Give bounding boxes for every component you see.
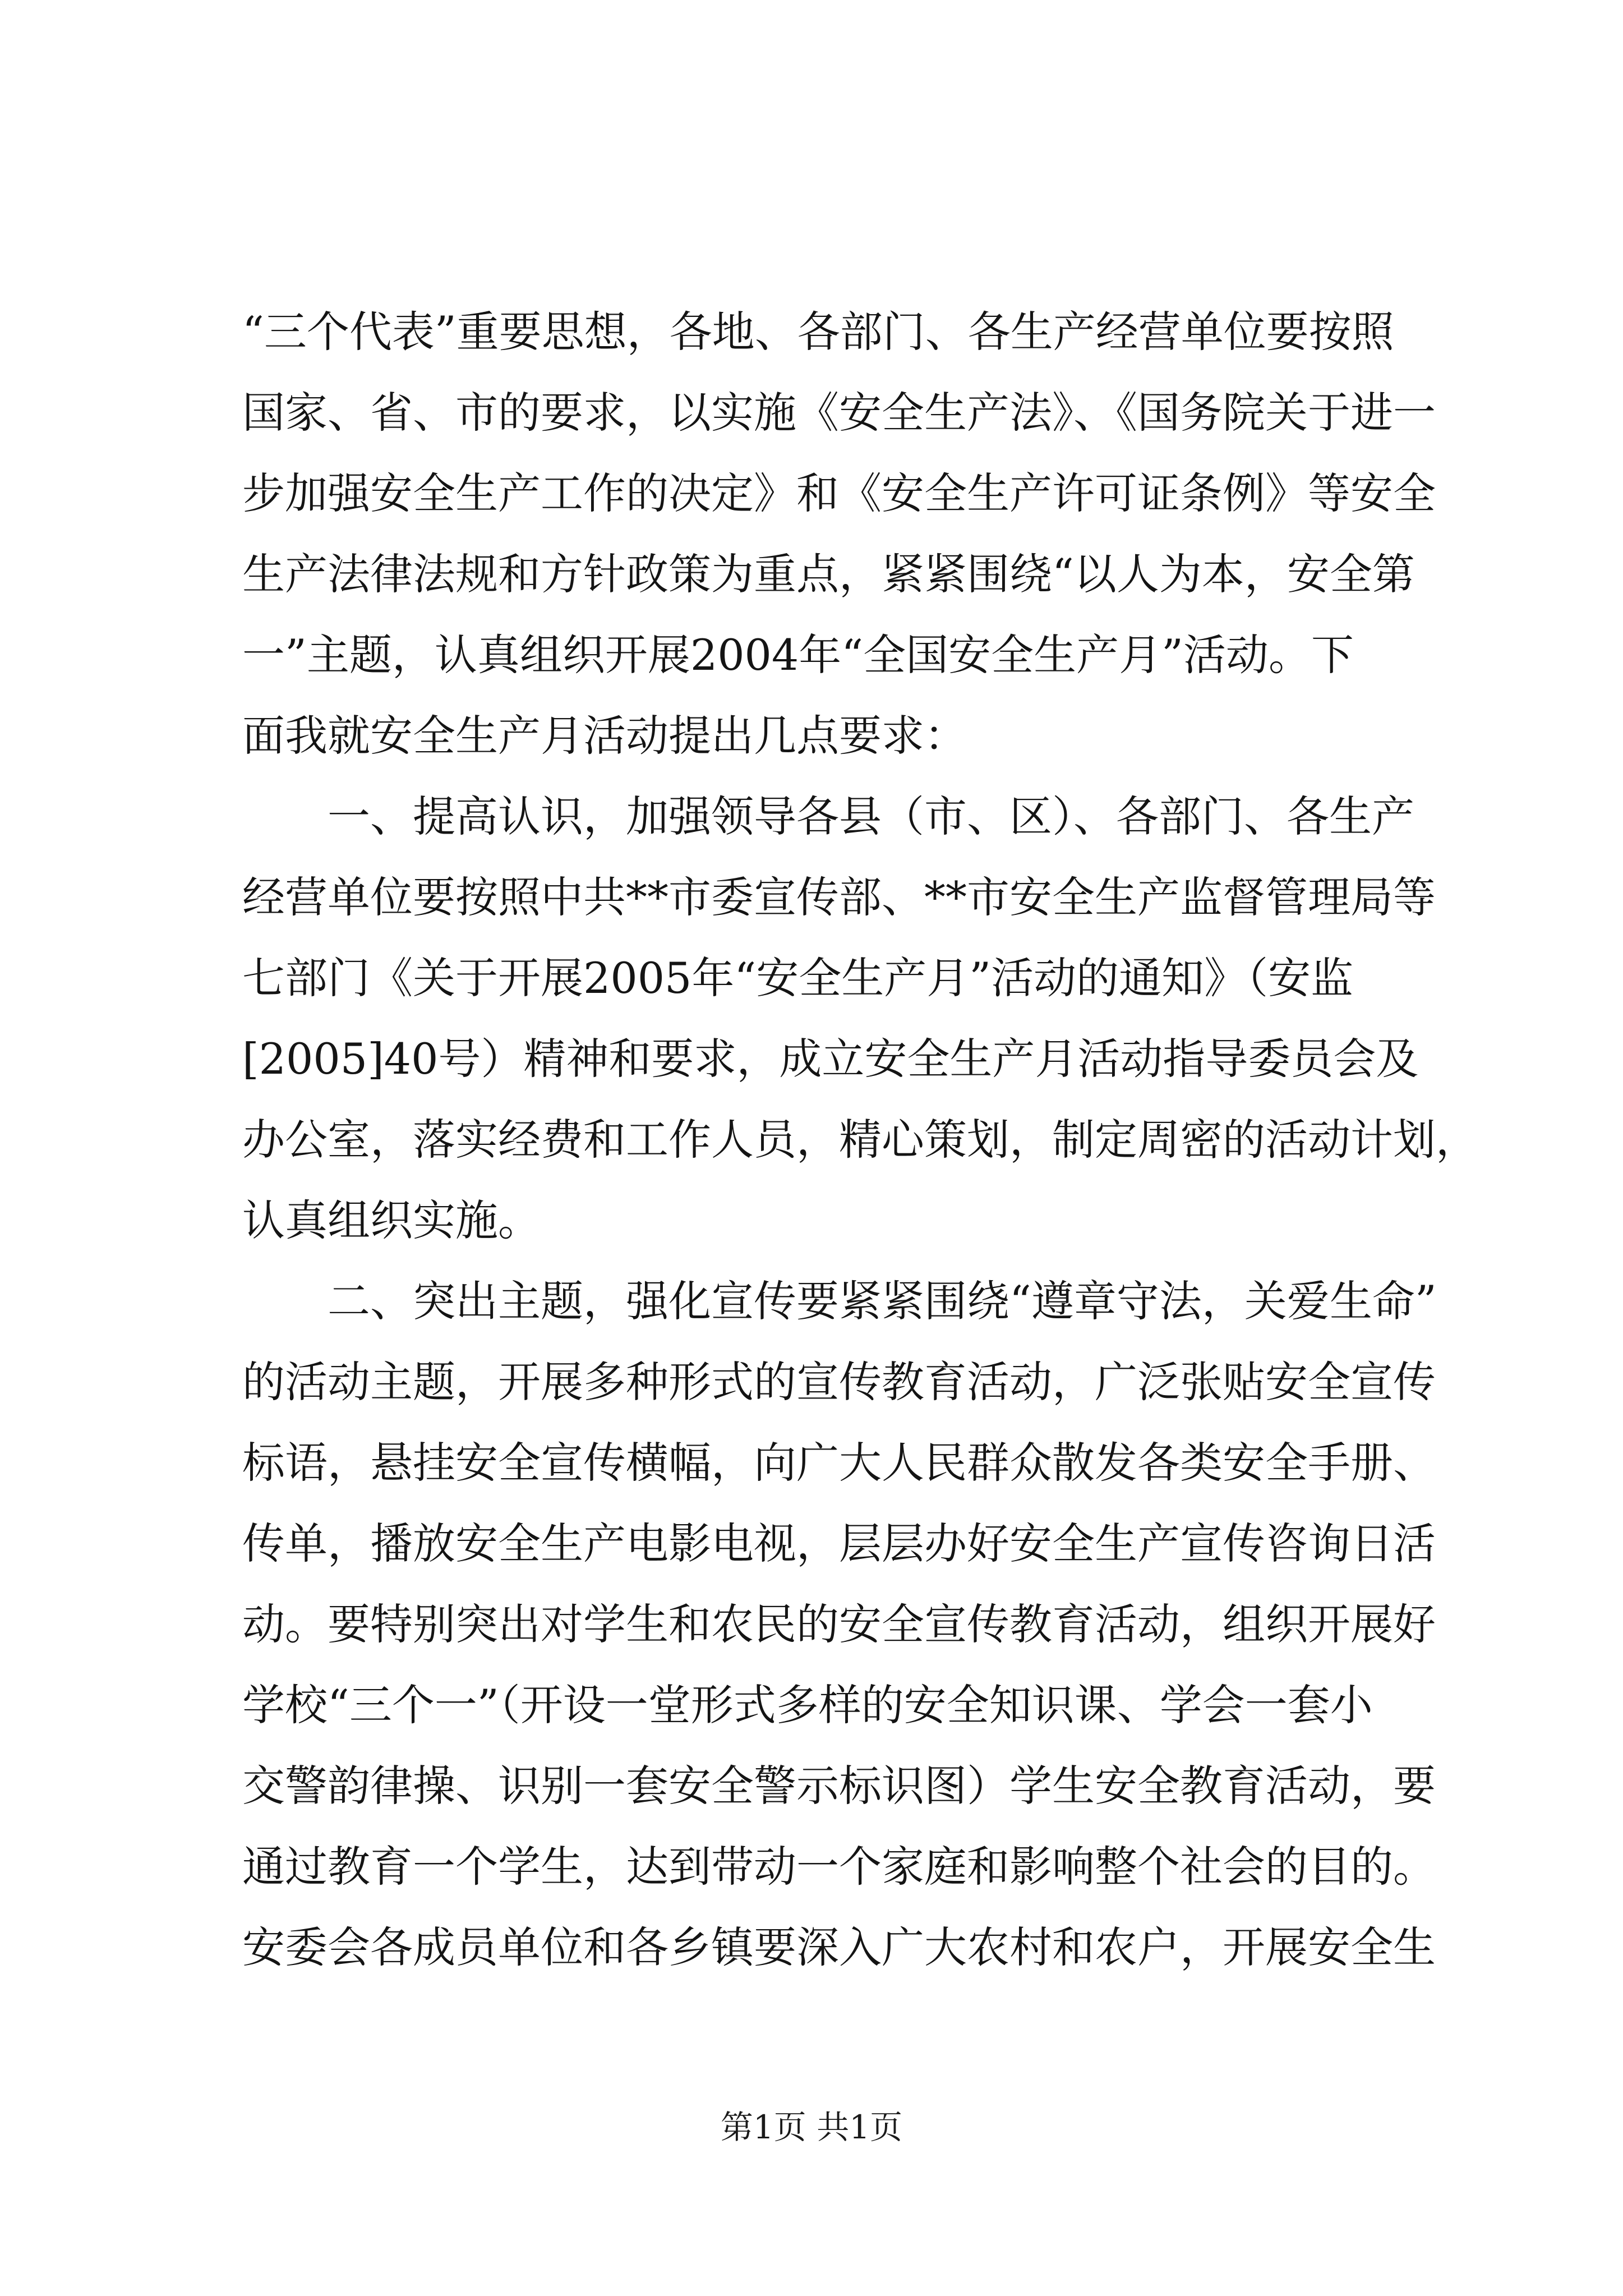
text-line: 一”主题，认真组织开展2004年“全国安全生产月”活动。下	[242, 630, 1354, 680]
text-line: 认真组织实施。	[242, 1195, 541, 1245]
text-line: 一、提高认识，加强领导各县（市、区）、各部门、各生产	[242, 792, 1414, 841]
text-line: 通过教育一个学生，达到带动一个家庭和影响整个社会的目的。	[242, 1842, 1436, 1892]
text-line: 安委会各成员单位和各乡镇要深入广大农村和农户，开展安全生	[242, 1922, 1436, 1972]
text-line: 的活动主题，开展多种形式的宣传教育活动，广泛张贴安全宣传	[242, 1357, 1436, 1407]
text-line: 生产法律法规和方针政策为重点，紧紧围绕“以人为本，安全第	[242, 549, 1415, 599]
text-line: 标语，悬挂安全宣传横幅，向广大人民群众散发各类安全手册、	[242, 1438, 1436, 1488]
text-line: 二、突出主题，强化宣传要紧紧围绕“遵章守法，关爱生命”	[242, 1276, 1437, 1326]
page-footer: 第1页 共1页	[720, 2108, 903, 2146]
text-line: 交警韵律操、识别一套安全警示标识图）学生安全教育活动，要	[242, 1761, 1436, 1811]
text-line: 学校“三个一”（开设一堂形式多样的安全知识课、学会一套小	[242, 1680, 1373, 1730]
text-line: 面我就安全生产月活动提出几点要求：	[242, 711, 967, 761]
document-body	[242, 292, 1478, 1988]
text-line: 动。要特别突出对学生和农民的安全宣传教育活动，组织开展好	[242, 1599, 1436, 1649]
text-line: “三个代表”重要思想，各地、各部门、各生产经营单位要按照	[242, 307, 1394, 357]
text-line: 传单，播放安全生产电影电视，层层办好安全生产宣传咨询日活	[242, 1519, 1436, 1568]
text-line: 经营单位要按照中共**市委宣传部、**市安全生产监督管理局等	[242, 872, 1436, 922]
text-line: 步加强安全生产工作的决定》和《安全生产许可证条例》等安全	[242, 468, 1436, 518]
text-line: [2005]40号）精神和要求，成立安全生产月活动指导委员会及	[242, 1034, 1419, 1084]
text-line: 国家、省、市的要求，以实施《安全生产法》、《国务院关于进一	[242, 388, 1436, 438]
text-line: 办公室，落实经费和工作人员，精心策划，制定周密的活动计划，	[242, 1115, 1478, 1165]
text-line: 七部门《关于开展2005年“安全生产月”活动的通知》（安监	[242, 953, 1354, 1003]
